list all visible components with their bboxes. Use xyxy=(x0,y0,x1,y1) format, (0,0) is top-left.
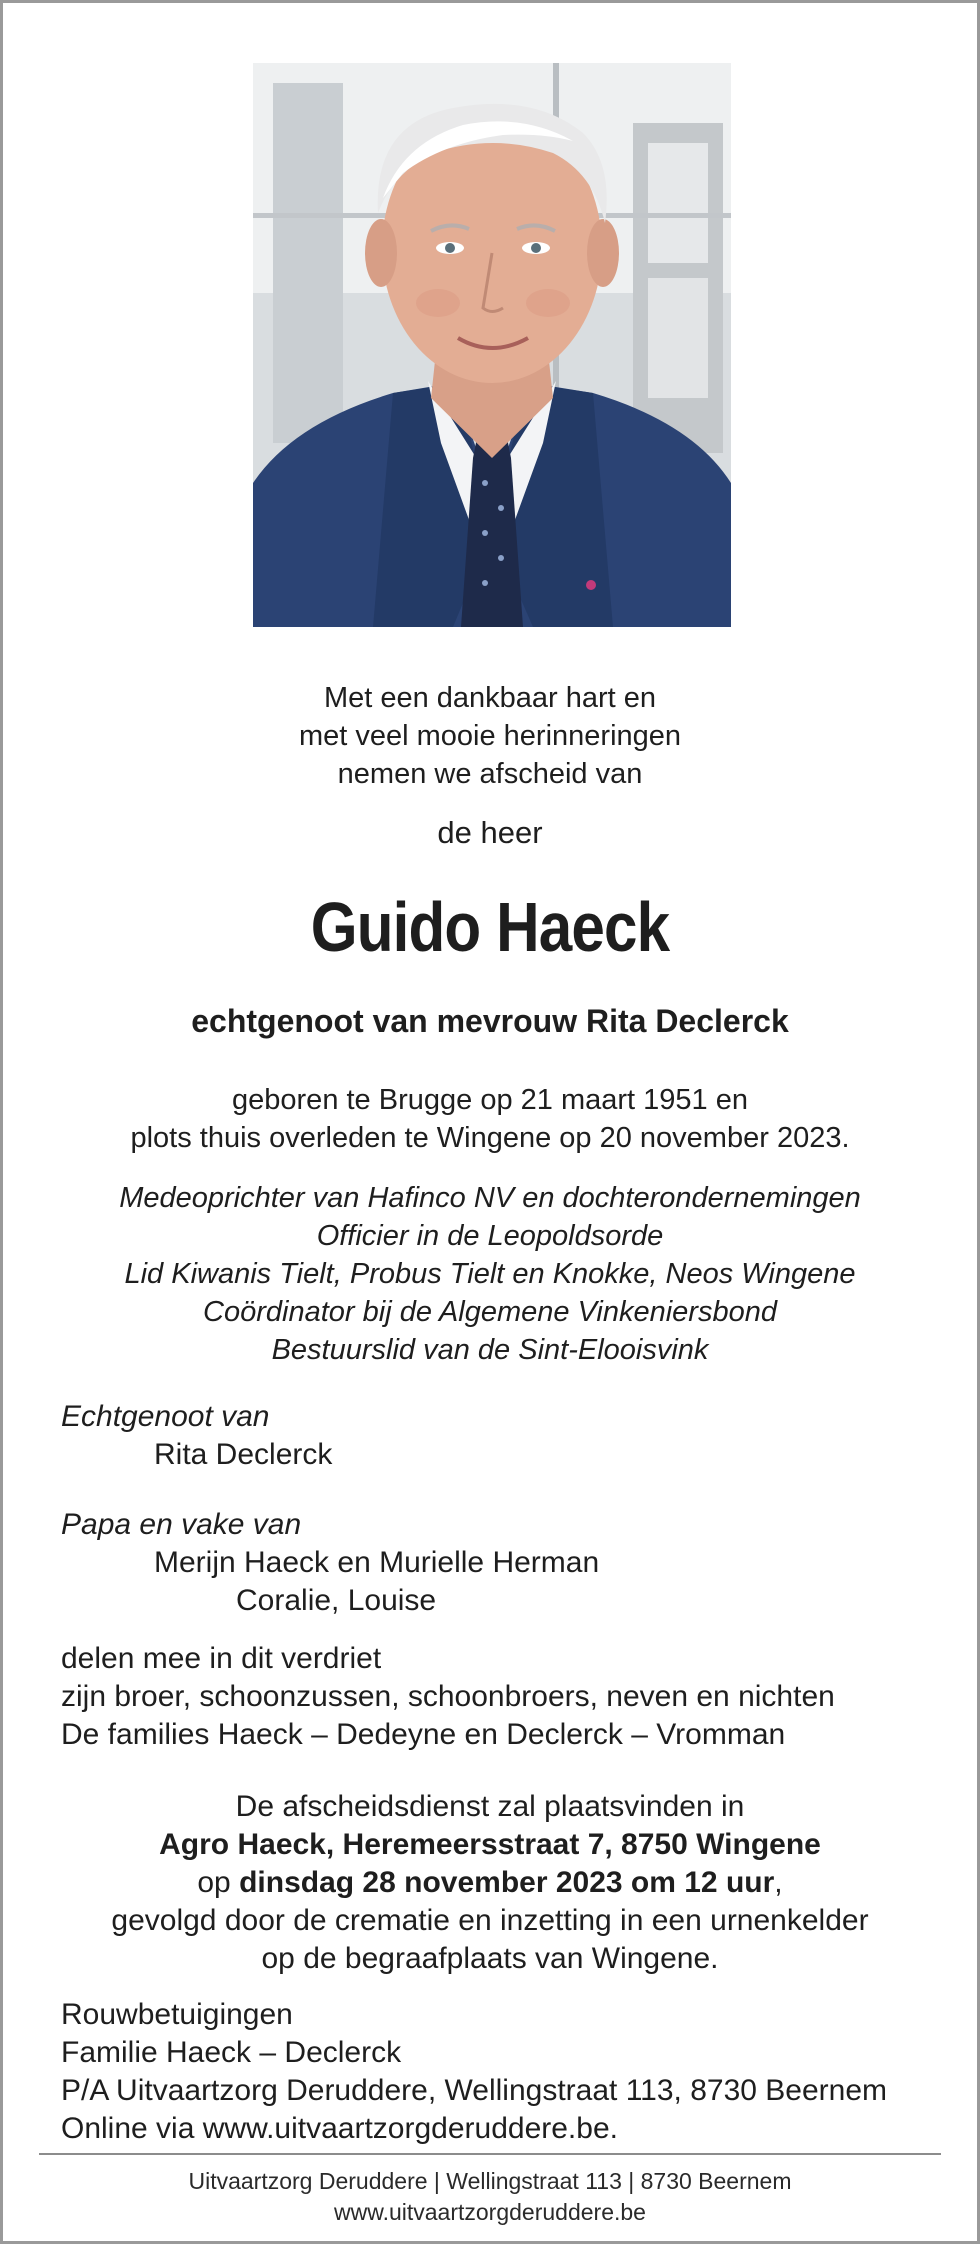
family-section xyxy=(61,1640,835,1754)
family-line: delen mee in dit verdriet xyxy=(61,1642,382,1675)
service-date-line xyxy=(3,1864,977,1902)
title-item: Officier in de Leopoldsorde xyxy=(316,1220,664,1252)
condolence-address: P/A Uitvaartzorg Deruddere, Wellingstraat 113, 8730 Beernem xyxy=(61,2074,887,2107)
children-section xyxy=(61,1506,599,1620)
spouse-name: Rita Declerck xyxy=(154,1438,333,1471)
service-section xyxy=(3,1788,977,1978)
deceased-name: Guido Haeck xyxy=(310,888,670,966)
family-line: De families Haeck – Dedeyne en Declerck – Vromman xyxy=(61,1718,786,1751)
condolence-online: Online via www.uitvaartzorgderuddere.be. xyxy=(61,2112,618,2145)
condolence-section xyxy=(61,1996,887,2148)
birth-line: geboren te Brugge op 21 maart 1951 en xyxy=(232,1084,748,1116)
service-cemetery: op de begraafplaats van Wingene. xyxy=(261,1942,719,1975)
titles-list xyxy=(3,1179,977,1369)
condolence-heading: Rouwbetuigingen xyxy=(61,1998,293,2031)
footer xyxy=(3,2166,977,2228)
service-cremation: gevolgd door de crematie en inzetting in een urnenkelder xyxy=(111,1904,869,1937)
service-date-prefix: op xyxy=(197,1866,240,1899)
spouse-heading: Echtgenoot van xyxy=(61,1400,270,1433)
condolence-family: Familie Haeck – Declerck xyxy=(61,2036,402,2069)
spouse-subtitle: echtgenoot van mevrouw Rita Declerck xyxy=(191,1003,789,1039)
footer-website: www.uitvaartzorgderuddere.be xyxy=(334,2199,646,2225)
footer-divider xyxy=(39,2153,941,2155)
title-item: Medeoprichter van Hafinco NV en dochterondernemingen xyxy=(119,1182,861,1214)
footer-address: Uitvaartzorg Deruddere | Wellingstraat 113 | 8730 Beernem xyxy=(188,2168,792,2194)
intro-line: met veel mooie herinneringen xyxy=(298,720,682,752)
service-date-suffix: , xyxy=(774,1866,783,1899)
intro-line: nemen we afscheid van xyxy=(337,758,643,790)
title-item: Bestuurslid van de Sint-Elooisvink xyxy=(271,1334,709,1366)
grandchildren-names: Coralie, Louise xyxy=(236,1584,437,1617)
service-location: Agro Haeck, Heremeersstraat 7, 8750 Wingene xyxy=(159,1828,821,1861)
family-line: zijn broer, schoonzussen, schoonbroers, neven en nichten xyxy=(61,1680,835,1713)
birth-line: plots thuis overleden te Wingene op 20 november 2023. xyxy=(130,1122,850,1154)
children-names: Merijn Haeck en Murielle Herman xyxy=(154,1546,600,1579)
intro-line: Met een dankbaar hart en xyxy=(323,682,657,714)
service-intro: De afscheidsdienst zal plaatsvinden in xyxy=(235,1790,745,1823)
salutation: de heer xyxy=(437,815,543,850)
title-item: Lid Kiwanis Tielt, Probus Tielt en Knokke, Neos Wingene xyxy=(124,1258,856,1290)
title-item: Coördinator bij de Algemene Vinkeniersbond xyxy=(203,1296,777,1328)
spouse-section xyxy=(61,1398,332,1474)
intro-text xyxy=(3,679,977,793)
portrait-photo xyxy=(253,63,731,627)
children-heading: Papa en vake van xyxy=(61,1508,302,1541)
service-date: dinsdag 28 november 2023 om 12 uur xyxy=(239,1866,775,1899)
birth-death-text xyxy=(3,1081,977,1157)
